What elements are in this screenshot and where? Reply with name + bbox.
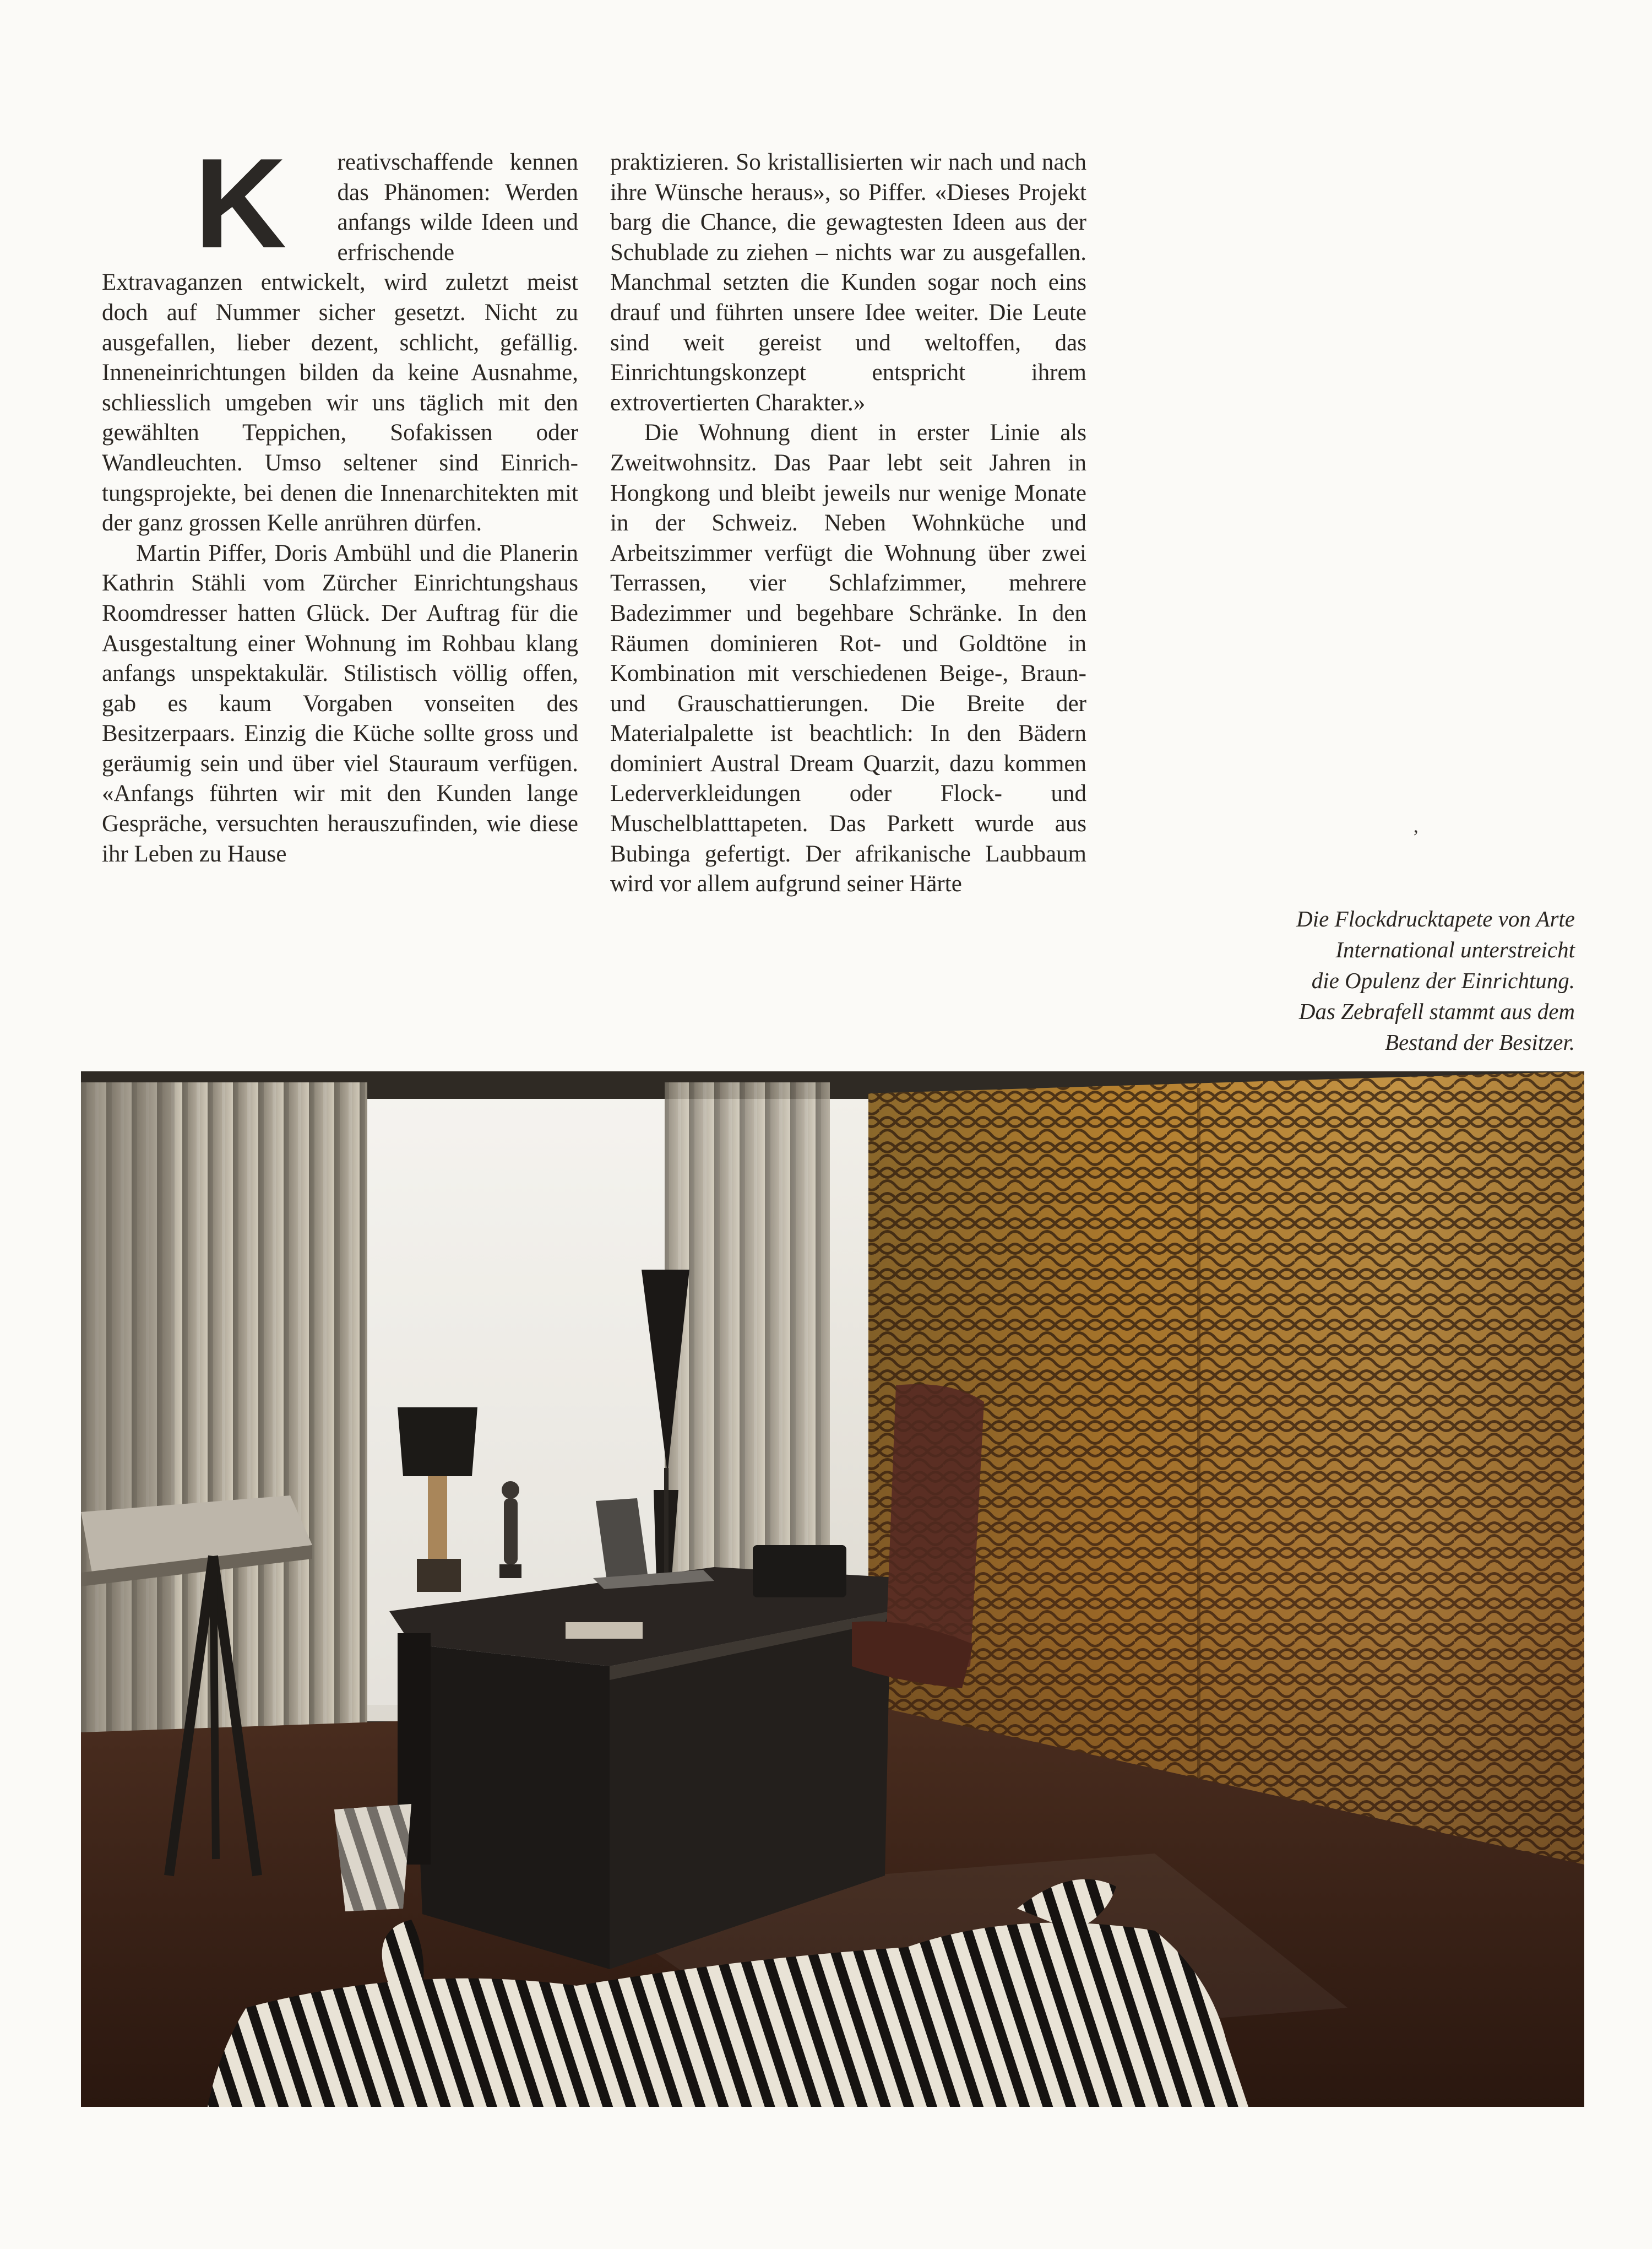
paragraph: Martin Piffer, Doris Ambühl und die Planerin Kathrin Stähli vom Zürcher Einrichtungshaus Roomdresser hatten Glück. Der Auftrag für die Ausgestaltung einer Wohnung im Rohbau klang anfangs unspektakulär. Stilistisch völlig offen, gab es kaum Vorgaben vonseiten des Besitzerpaars. Einzig die Küche sollte gross und geräumig sein und über viel Stauraum verfügen. «Anfangs führten wir mit den Kunden lange Gespräche, versuchten herauszufinden, wie diese ihr Leben zu Hause	[102, 540, 578, 867]
caption-line: Das Zebrafell stammt aus dem	[1298, 999, 1575, 1024]
stray-mark: ’	[1412, 826, 1419, 848]
paragraph: reativschaffende kennen das Phänomen: Werden anfangs wilde Ideen und erfrischende Extravaganzen entwickelt, wird zuletzt meist doch auf Nummer sicher gesetzt. Nicht zu ausgefallen, lieber dezent, schlicht, gefällig. Inneneinrichtungen bilden da keine Ausnahme, schliesslich umgeben wir uns täglich mit den gewählten Teppichen, Sofakissen oder Wandleuchten. Umso seltener sind Einrichtungsprojekte, bei denen die Innenarchitekten mit der ganz grossen Kelle anrühren dürfen.	[102, 149, 578, 536]
article-column-right	[610, 148, 1086, 899]
paragraph: praktizieren. So kristallisierten wir nach und nach ihre Wünsche heraus», so Piffer. «Dieses Projekt barg die Chance, die gewagtesten Ideen aus der Schublade zu ziehen – nichts war zu ausgefallen. Manchmal setzten die Kunden sogar noch eins drauf und führten unsere Idee weiter. Die Leute sind weit gereist und weltoffen, das Einrichtungskonzept entspricht ihrem extrovertierten Charakter.»	[610, 149, 1086, 416]
interior-photo	[81, 1071, 1584, 2107]
caption-line: International unterstreicht	[1335, 937, 1575, 962]
photo-caption	[1178, 903, 1575, 1058]
drop-cap: K	[194, 132, 287, 275]
article-column-left	[102, 132, 578, 869]
caption-line: die Opulenz der Einrichtung.	[1311, 968, 1575, 993]
caption-line: Die Flockdrucktapete von Arte	[1296, 906, 1575, 931]
caption-line: Bestand der Besitzer.	[1384, 1029, 1575, 1055]
paragraph: Die Wohnung dient in erster Linie als Zweitwohnsitz. Das Paar lebt seit Jahren in Hongkong und bleibt jeweils nur wenige Monate in der Schweiz. Neben Wohnküche und Arbeitszimmer verfügt die Wohnung über zwei Terrassen, vier Schlafzimmer, mehrere Badezimmer und begehbare Schränke. In den Räumen dominieren Rot- und Goldtöne in Kombination mit verschiedenen Beige-, Braun- und Grauschattierungen. Die Breite der Materialpalette ist beachtlich: In den Bädern dominiert Austral Dream Quarzit, dazu kommen Lederverkleidungen oder Flock- und Muschelblatttapeten. Das Parkett wurde aus Bubinga gefertigt. Der afrikanische Laubbaum wird vor allem aufgrund seiner Härte	[610, 420, 1086, 897]
